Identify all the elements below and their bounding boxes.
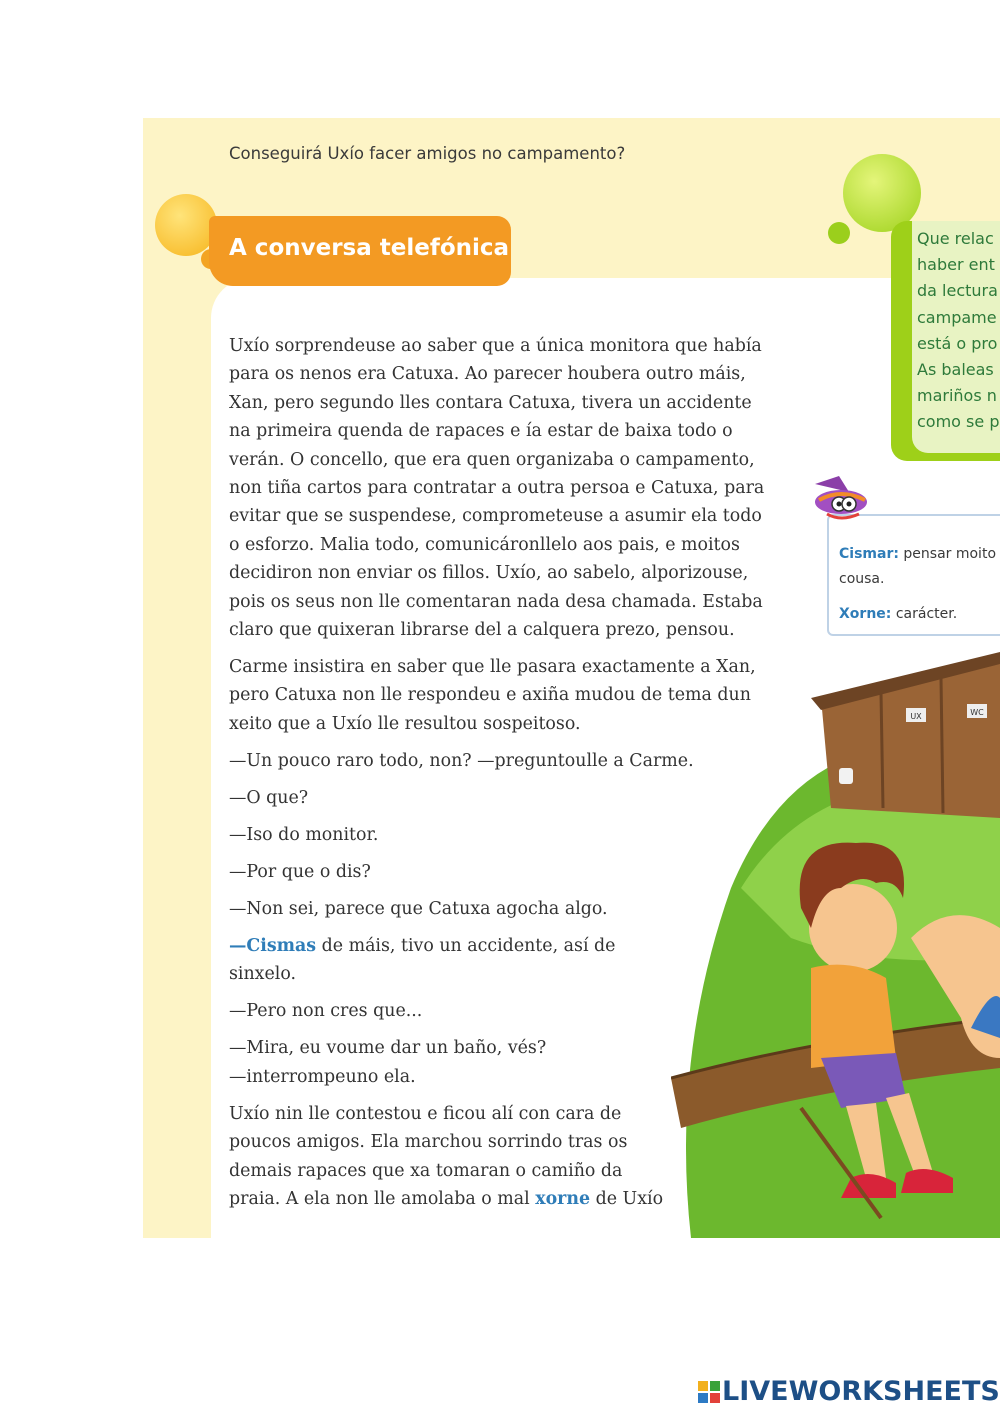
dialogue-text: —interrompeuno ela. <box>229 1066 416 1087</box>
sidebar-line: como se p <box>917 412 1000 432</box>
story-line: pois os seus non lle comentaran nada desa chamada. Estaba <box>229 591 763 612</box>
story-line: de Uxío <box>590 1188 664 1209</box>
sidebar-line: está o pro <box>917 333 998 353</box>
glossary-term: Xorne: <box>839 606 892 622</box>
sidebar-question-text <box>917 226 999 436</box>
sidebar-line: campame <box>917 307 997 327</box>
decorative-bubble-yellow <box>155 194 217 256</box>
story-line: Xan, pero segundo lles contara Catuxa, tivera un accidente <box>229 392 752 413</box>
story-line: demais rapaces que xa tomaran o camiño da <box>229 1160 623 1181</box>
story-line: para os nenos era Catuxa. Ao parecer houbera outro máis, <box>229 364 746 385</box>
toilet-paper-icon <box>839 768 853 784</box>
glossary-definition: pensar moito <box>903 546 997 562</box>
story-line: Uxío sorprendeuse ao saber que a única monitora que había <box>229 336 762 356</box>
glossary-entry <box>839 542 996 567</box>
guiding-question: Conseguirá Uxío facer amigos no campamento? <box>229 144 626 163</box>
liveworksheets-brand[interactable]: LIVEWORKSHEETS <box>722 1376 1000 1407</box>
glossary-keyword: xorne <box>535 1188 591 1209</box>
glossary-definition: carácter. <box>895 606 958 622</box>
decorative-bubble-small-green <box>828 222 850 244</box>
sidebar-line: mariños n <box>917 386 997 406</box>
dialogue-line: —Pero non cres que... <box>229 1001 423 1022</box>
story-line: evitar que se suspendese, comprometeuse a asumir ela todo <box>229 506 762 527</box>
story-line: na primeira quenda de rapaces e ía estar de baixa todo o <box>229 421 733 442</box>
story-line: claro que quixeran librarse del a calquera prezo, pensou. <box>229 620 735 641</box>
child-shirt <box>811 965 896 1068</box>
hut-sign-left-text: UX <box>910 712 922 721</box>
dialogue-line: —Non sei, parece que Catuxa agocha algo. <box>229 898 608 919</box>
wizard-mascot-icon <box>809 474 871 526</box>
story-line: xeito que a Uxío lle resultou sospeitoso. <box>229 713 581 734</box>
sidebar-line: da lectura <box>917 281 998 301</box>
sidebar-line: As baleas <box>917 360 994 380</box>
sidebar-line: haber ent <box>917 255 995 275</box>
page-title: A conversa telefónica <box>229 235 510 261</box>
story-line: non tiña cartos para contratar a outra persoa e Catuxa, para <box>229 478 765 499</box>
story-line: Uxío nin lle contestou e ficou alí con cara de <box>229 1103 622 1124</box>
story-line: decidiron non enviar os fillos. Uxío, ao sabelo, alporizouse, <box>229 563 749 584</box>
dialogue-line: —Por que o dis? <box>229 861 371 882</box>
dialogue-text: sinxelo. <box>229 964 297 985</box>
story-line: verán. O concello, que era quen organizaba o campamento, <box>229 449 755 470</box>
dialogue-line: —Iso do monitor. <box>229 824 379 845</box>
hut-sign-right-text: WC <box>970 708 984 717</box>
dialogue-line: —Un pouco raro todo, non? —preguntoulle a Carme. <box>229 750 694 771</box>
dialogue-text: de máis, tivo un accidente, así de <box>316 935 616 956</box>
glossary-keyword: Cismas <box>246 935 317 956</box>
glossary-entry <box>839 602 996 627</box>
liveworksheets-logo-icon <box>698 1381 720 1403</box>
campsite-illustration <box>671 638 1000 1238</box>
glossary-definition-cont: cousa. <box>839 571 885 587</box>
story-line: pero Catuxa non lle respondeu e axiña mudou de tema dun <box>229 685 751 706</box>
textbook-page <box>143 118 1000 1238</box>
story-line: o esforzo. Malia todo, comunicáronllelo aos pais, e moitos <box>229 534 740 555</box>
story-line: poucos amigos. Ela marchou sorrindo tras os <box>229 1132 628 1153</box>
story-line: Carme insistira en saber que lle pasara exactamente a Xan, <box>229 657 756 678</box>
glossary-content <box>839 542 996 627</box>
dialogue-text: —Mira, eu voume dar un baño, vés? <box>229 1038 547 1059</box>
story-line: praia. A ela non lle amolaba o mal <box>229 1188 536 1209</box>
dialogue-line: —O que? <box>229 787 309 808</box>
story-paragraph <box>229 332 789 644</box>
sidebar-line: Que relac <box>917 229 994 248</box>
glossary-term: Cismar: <box>839 546 899 562</box>
dialogue-dash: — <box>229 935 247 956</box>
